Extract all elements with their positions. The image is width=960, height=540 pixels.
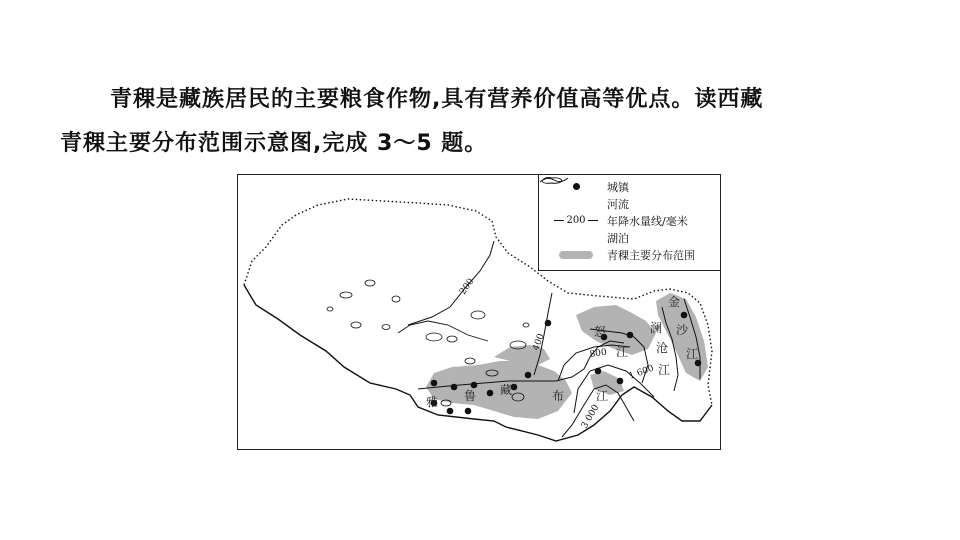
town-marker: [431, 380, 438, 387]
label-jin-jiang: 江: [686, 347, 699, 361]
question-line-2: 青稞主要分布范围示意图,完成 3～5 题。: [60, 131, 488, 156]
lake: [471, 311, 485, 319]
isoline-label-800: 800: [589, 347, 608, 360]
label-cang: 沧: [656, 341, 669, 355]
lake: [465, 358, 475, 364]
label-bu: 布: [552, 389, 565, 403]
lake: [365, 280, 375, 286]
town-marker: [627, 332, 634, 339]
lake: [351, 322, 361, 328]
town-marker: [595, 368, 602, 375]
isoline-label-1600: 1 600: [627, 363, 656, 382]
isoline-label-400: 400: [531, 332, 547, 353]
town-marker: [681, 312, 688, 319]
range-swatch-icon: [559, 251, 593, 259]
label-lu: 鲁: [464, 389, 477, 403]
lake-icon: [539, 175, 565, 185]
town-marker: [451, 384, 458, 391]
lake: [523, 323, 529, 327]
legend-range: 青稞主要分布范围: [545, 246, 714, 263]
question-line-1: 青稞是藏族居民的主要粮食作物,具有营养价值高等优点。读西藏: [110, 87, 764, 112]
label-zang: 藏: [500, 383, 513, 397]
southern-border: [244, 285, 712, 441]
isoline-label-200: 200: [458, 276, 477, 297]
label-lan: 澜: [650, 321, 663, 335]
map-legend: [538, 175, 720, 271]
lake: [382, 325, 390, 330]
lake: [392, 296, 400, 302]
town-marker: [545, 320, 552, 327]
isoline-200: [408, 241, 494, 325]
town-marker: [487, 390, 494, 397]
lake: [327, 307, 333, 311]
lake: [426, 333, 442, 341]
label-sha: 沙: [676, 323, 689, 337]
town-marker: [617, 378, 624, 385]
label-jiang: 江: [596, 389, 609, 403]
label-nu: 怒: [594, 325, 607, 339]
lake: [447, 336, 457, 342]
legend-town: 城镇: [545, 178, 714, 195]
label-jin: 金: [668, 295, 681, 309]
tibet-barley-map: [237, 174, 721, 450]
legend-isoline: 200 年降水量线/毫米: [545, 212, 714, 229]
legend-lake: 湖泊: [545, 229, 714, 246]
legend-river: 河流: [545, 195, 714, 212]
isoline-label-3000: 3 000: [579, 403, 602, 431]
label-nu-jiang: 江: [616, 345, 629, 359]
town-marker: [447, 408, 454, 415]
isoline-icon: 200: [545, 215, 607, 226]
town-marker: [465, 408, 472, 415]
label-ya: 雅: [426, 395, 439, 409]
label-lan-jiang: 江: [658, 363, 671, 377]
town-marker: [525, 372, 532, 379]
question-text: [60, 78, 910, 166]
lake: [340, 292, 352, 298]
town-dot-icon: [573, 183, 580, 190]
